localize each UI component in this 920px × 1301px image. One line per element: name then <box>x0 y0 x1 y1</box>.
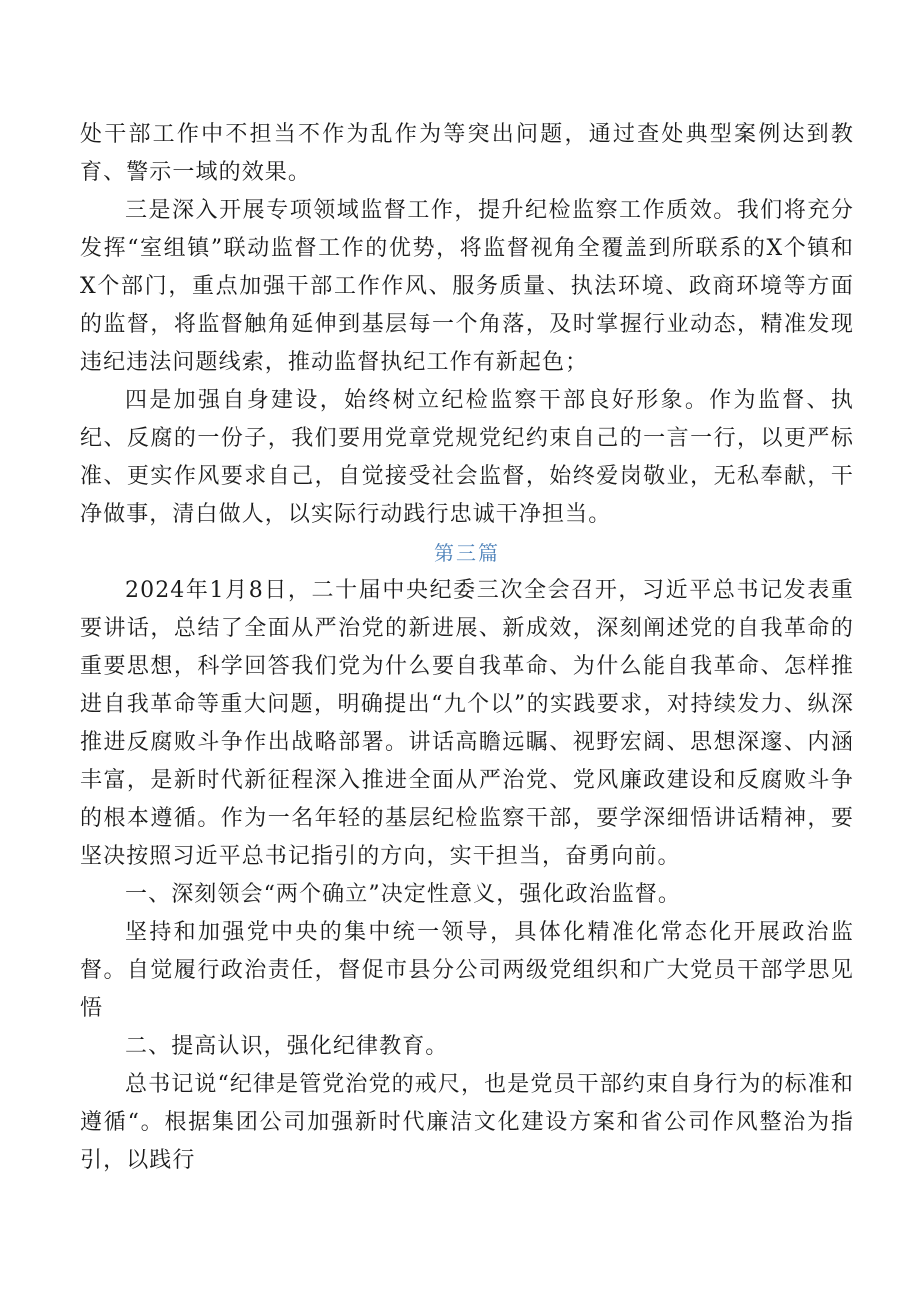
paragraph-point-three: 三是深入开展专项领域监督工作，提升纪检监察工作质效。我们将充分发挥“室组镇”联动监督工作的优势，将监督视角全覆盖到所联系的X个镇和X个部门，重点加强干部工作作风、服务质量、执法环境、政商环境等方面的监督，将监督触角延伸到基层每一个角落，及时掌握行业动态，精准发现违纪违法问题线索，推动监督执纪工作有新起色； <box>80 198 854 375</box>
heading-two: 二、提高认识，强化纪律教育。 <box>125 1034 449 1059</box>
paragraph-intro: 2024年1月8日，二十届中央纪委三次全会召开，习近平总书记发表重要讲话，总结了全面从严治党的新进展、新成效，深刻阐述党的自我革命的重要思想，科学回答我们党为什么要自我革命、为什么能自我革命、怎样推进自我革命等重大问题，明确提出“九个以”的实践要求，对持续发力、纵深推进反腐败斗争作出战略部署。讲话高瞻远瞩、视野宏阔、思想深邃、内涵丰富，是新时代新征程深入推进全面从严治党、党风廉政建设和反腐败斗争的根本遵循。作为一名年轻的基层纪检监察干部，要学深细悟讲话精神，要坚决按照习近平总书记指引的方向，实干担当，奋勇向前。 <box>80 578 854 869</box>
section-title: 第三篇 <box>434 541 500 565</box>
paragraph-point-four: 四是加强自身建设，始终树立纪检监察干部良好形象。作为监督、执纪、反腐的一份子，我们要用党章党规党纪约束自己的一言一行，以更严标准、更实作风要求自己，自觉接受社会监督，始终爱岗敬业，无私奉献，干净做事，清白做人，以实际行动践行忠诚干净担当。 <box>80 388 854 527</box>
paragraph-discipline: 总书记说“纪律是管党治党的戒尺，也是党员干部约束自身行为的标准和遵循“。根据集团公司加强新时代廉洁文化建设方案和省公司作风整治为指引，以践行 <box>80 1072 854 1173</box>
document-page <box>80 116 854 1180</box>
paragraph-political-supervision: 坚持和加强党中央的集中统一领导，具体化精准化常态化开展政治监督。自觉履行政治责任，督促市县分公司两级党组织和广大党员干部学思见悟 <box>80 920 854 1021</box>
paragraph-continuation: 处干部工作中不担当不作为乱作为等突出问题，通过查处典型案例达到教育、警示一域的效果。 <box>80 122 854 185</box>
heading-one: 一、深刻领会“两个确立”决定性意义，强化政治监督。 <box>125 882 681 907</box>
